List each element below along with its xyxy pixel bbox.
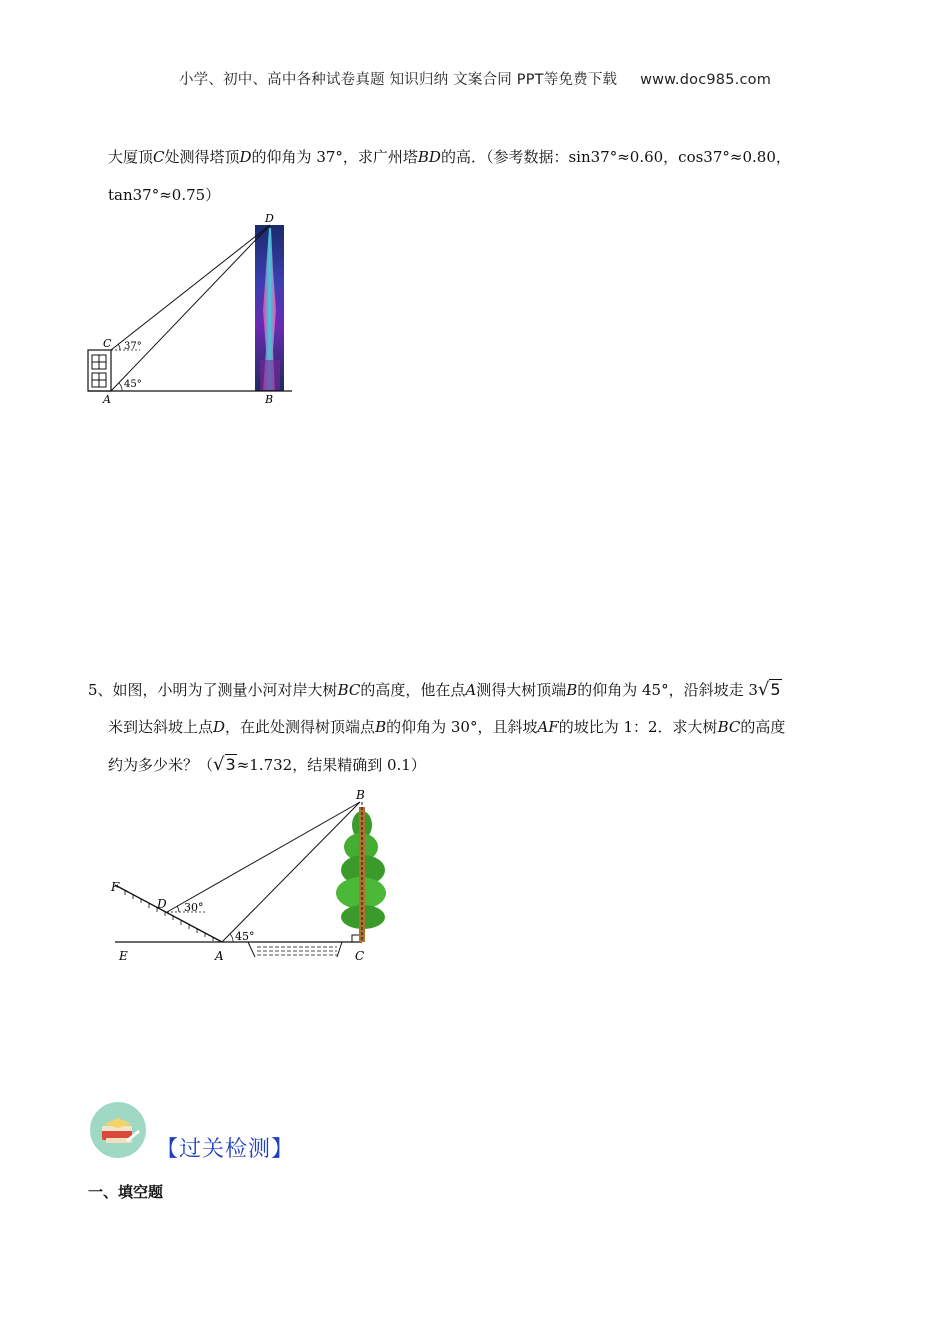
slope-af bbox=[115, 885, 222, 942]
problem5-line2: 米到达斜坡上点D，在此处测得树顶端点B的仰角为 30°，且斜坡AF的坡比为 1：2．求大树BC的高度 bbox=[108, 718, 786, 736]
sight-line-a-b bbox=[222, 802, 360, 942]
label-F: F bbox=[111, 880, 120, 894]
section-title: 【过关检测】 bbox=[156, 1137, 295, 1162]
sight-line-a-d bbox=[111, 225, 270, 391]
tree bbox=[336, 802, 386, 942]
angle-C: 37° bbox=[124, 341, 142, 352]
angle-A: 45° bbox=[124, 379, 142, 390]
problem5-line3: 约为多少米？（√3≈1.732，结果精确到 0.1） bbox=[108, 754, 426, 775]
figure-canton-tower bbox=[80, 210, 305, 410]
problem4-line1: 大厦顶C处测得塔顶D的仰角为 37°，求广州塔BD的高．（参考数据：sin37°≈0.60，cos37°≈0.80， bbox=[108, 148, 791, 166]
label-D: D bbox=[157, 897, 167, 911]
header-text: 小学、初中、高中各种试卷真题 知识归纳 文案合同 PPT等免费下载 bbox=[178, 72, 618, 88]
subheading-fill-blank: 一、填空题 bbox=[88, 1183, 164, 1201]
book-icon bbox=[88, 1100, 148, 1160]
right-angle-c bbox=[352, 935, 359, 942]
label-C: C bbox=[355, 949, 365, 963]
label-A: A bbox=[103, 393, 111, 406]
angle-A: 45° bbox=[235, 930, 255, 943]
label-B: B bbox=[356, 788, 365, 802]
sight-line-c-d bbox=[111, 225, 270, 350]
figure-tree-river bbox=[105, 785, 405, 970]
label-D: D bbox=[265, 212, 274, 225]
angle-D: 30° bbox=[184, 901, 204, 914]
slope-hatching bbox=[125, 891, 213, 941]
sqrt-5: √5 bbox=[757, 679, 781, 700]
river-water bbox=[257, 947, 337, 955]
label-E: E bbox=[119, 949, 128, 963]
sight-line-d-b bbox=[167, 802, 360, 912]
tower-base bbox=[260, 360, 280, 390]
label-B: B bbox=[265, 393, 274, 406]
header-site: www.doc985.com bbox=[640, 72, 772, 88]
label-C: C bbox=[103, 337, 112, 350]
label-A: A bbox=[215, 949, 224, 963]
sqrt-3: √3 bbox=[213, 754, 236, 775]
page-header bbox=[0, 68, 950, 89]
problem4-line2: tan37°≈0.75） bbox=[108, 186, 221, 204]
problem5-line1: 5、如图，小明为了测量小河对岸大树BC的高度，他在点A测得大树顶端B的仰角为 45°，沿斜坡走 3√5 bbox=[88, 679, 781, 700]
